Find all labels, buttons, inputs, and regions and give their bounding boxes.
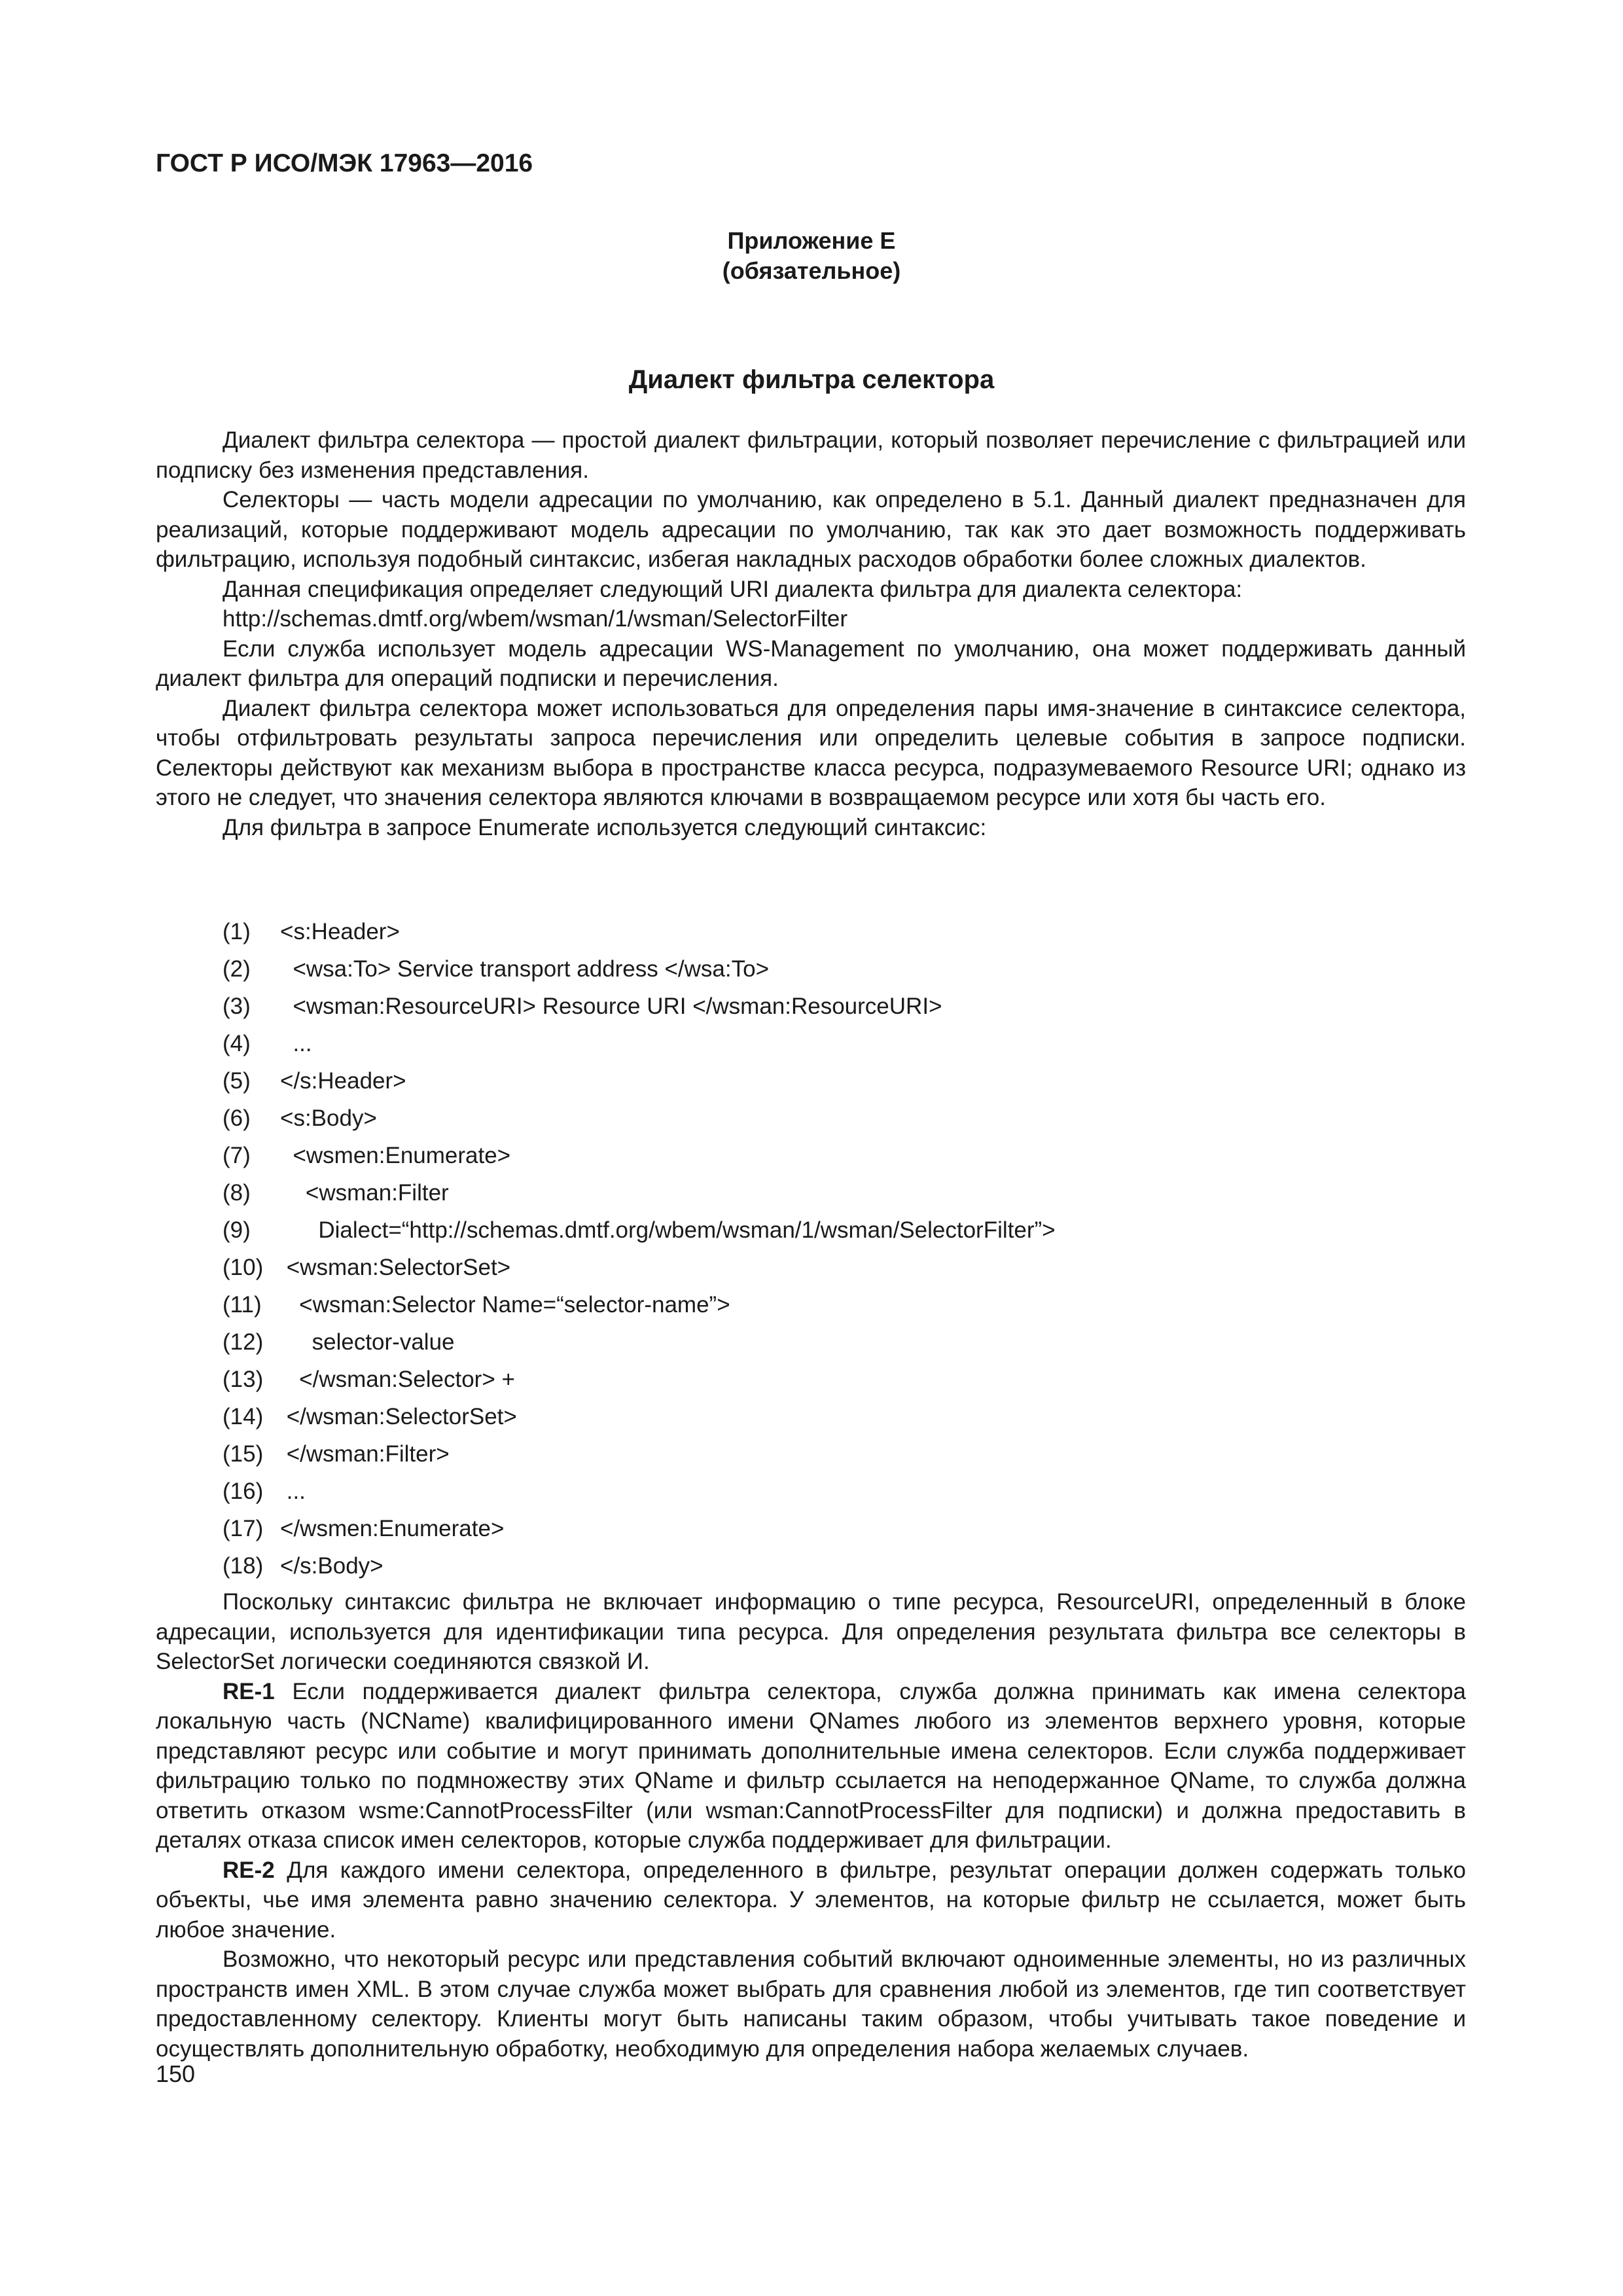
- code-text: </wsman:Selector> +: [280, 1367, 515, 1392]
- paragraph-syntax-intro: Для фильтра в запросе Enumerate используется следующий синтаксис:: [223, 814, 987, 840]
- requirements-text: [156, 1587, 1466, 2064]
- annex-title: Приложение Е: [727, 227, 896, 254]
- code-line: [223, 1547, 1056, 1585]
- code-text: ...: [280, 1031, 312, 1056]
- code-text: <s:Body>: [280, 1105, 377, 1131]
- code-line: [223, 1211, 1056, 1249]
- paragraph-uri-intro: Данная спецификация определяет следующий URI диалекта фильтра для диалекта селектора:: [223, 576, 1243, 602]
- code-text: </s:Body>: [280, 1553, 383, 1579]
- line-number: (4): [223, 1031, 251, 1056]
- code-line: [223, 1100, 1056, 1137]
- section-title: Диалект фильтра селектора: [628, 365, 995, 394]
- code-line: [223, 1062, 1056, 1100]
- paragraph-namespaces: Возможно, что некоторый ресурс или представления событий включают одноименные элементы, но из различных пространств имен XML. В этом случае служба может выбрать для сравнения любой из элементов, где тип соответствует предоставленному селектору. Клиенты могут быть написаны таким образом, чтобы учитывать такое поведение и осуществлять дополнительную обработку, необходимую для определения набора желаемых случаев.: [156, 1946, 1466, 2062]
- line-number: (6): [223, 1105, 251, 1131]
- requirement-re2: [156, 1856, 1466, 1945]
- code-line: [223, 1025, 1056, 1062]
- paragraph-ws-management: Если служба использует модель адресации WS-Management по умолчанию, она может поддерживать данный диалект фильтра для операций подписки и перечисления.: [156, 636, 1466, 691]
- page-number: 150: [156, 2060, 196, 2087]
- line-number: (13): [223, 1367, 264, 1392]
- code-line: [223, 1361, 1056, 1398]
- code-line: [223, 913, 1056, 950]
- line-number: (12): [223, 1329, 264, 1355]
- line-number: (8): [223, 1180, 251, 1206]
- paragraph-resource-type: Поскольку синтаксис фильтра не включает информацию о типе ресурса, ResourceURI, определенный в блоке адресации, используется для идентификации типа ресурса. Для определения результата фильтра все селекторы в SelectorSet логически соединяются связкой И.: [156, 1589, 1466, 1674]
- line-number: (18): [223, 1553, 264, 1579]
- requirement-label: RE-1: [223, 1678, 275, 1704]
- requirement-label: RE-2: [223, 1857, 275, 1883]
- code-line: [223, 1323, 1056, 1361]
- code-listing: [223, 913, 1056, 1585]
- code-text: ...: [280, 1479, 306, 1504]
- code-text: <wsman:ResourceURI> Resource URI </wsman:ResourceURI>: [280, 994, 942, 1019]
- code-text: </wsman:Filter>: [280, 1441, 450, 1467]
- line-number: (7): [223, 1143, 251, 1168]
- code-line: [223, 1286, 1056, 1323]
- intro-text: [156, 425, 1466, 842]
- paragraph-selectors: Селекторы — часть модели адресации по умолчанию, как определено в 5.1. Данный диалект предназначен для реализаций, которые поддерживают модель адресации по умолчанию, так как это дает возможность поддерживать фильтрацию, используя подобный синтаксис, избегая накладных расходов обработки более сложных диалектов.: [156, 487, 1466, 572]
- line-number: (3): [223, 994, 251, 1019]
- line-number: (9): [223, 1217, 251, 1243]
- paragraph-uri: http://schemas.dmtf.org/wbem/wsman/1/wsman/SelectorFilter: [223, 606, 848, 632]
- code-text: <wsman:SelectorSet>: [280, 1255, 511, 1280]
- requirement-re1: [156, 1677, 1466, 1856]
- code-text: selector-value: [280, 1329, 455, 1355]
- code-line: [223, 1510, 1056, 1547]
- annex-heading: [0, 226, 1623, 286]
- requirement-text: Для каждого имени селектора, определенного в фильтре, результат операции должен содержать только объекты, чье имя элемента равно значению селектора. У элементов, на которые фильтр не ссылается, может быть любое значение.: [156, 1857, 1466, 1943]
- code-line: [223, 1473, 1056, 1510]
- document-header: ГОСТ Р ИСО/МЭК 17963—2016: [156, 149, 533, 177]
- line-number: (10): [223, 1255, 264, 1280]
- paragraph-name-value: Диалект фильтра селектора может использоваться для определения пары имя-значение в синтаксисе селектора, чтобы отфильтровать результаты запроса перечисления или определить целевые события в запросе подписки. Селекторы действуют как механизм выбора в пространстве класса ресурса, подразумеваемого Resource URI; однако из этого не следует, что значения селектора являются ключами в возвращаемом ресурсе или хотя бы часть его.: [156, 695, 1466, 810]
- code-text: <wsman:Filter: [280, 1180, 449, 1206]
- code-line: [223, 950, 1056, 988]
- code-line: [223, 1137, 1056, 1174]
- code-line: [223, 1398, 1056, 1435]
- code-text: <wsman:Selector Name=“selector-name”>: [280, 1292, 730, 1318]
- code-text: Dialect=“http://schemas.dmtf.org/wbem/wsman/1/wsman/SelectorFilter”>: [280, 1217, 1056, 1243]
- code-line: [223, 988, 1056, 1025]
- code-text: <wsmen:Enumerate>: [280, 1143, 511, 1168]
- paragraph-definition: Диалект фильтра селектора — простой диалект фильтрации, который позволяет перечисление с фильтрацией или подписку без изменения представления.: [156, 427, 1466, 483]
- line-number: (14): [223, 1404, 264, 1429]
- code-line: [223, 1435, 1056, 1473]
- code-text: </s:Header>: [280, 1068, 406, 1094]
- code-text: </wsman:SelectorSet>: [280, 1404, 517, 1429]
- annex-status: (обязательное): [722, 257, 901, 284]
- line-number: (2): [223, 956, 251, 982]
- requirement-text: Если поддерживается диалект фильтра селектора, служба должна принимать как имена селектора локальную часть (NCName) квалифицированного имени QNames любого из элементов верхнего уровня, которые представляют ресурс или событие и могут принимать дополнительные имена селекторов. Если служба поддерживает фильтрацию только по подмножеству этих QName и фильтр ссылается на неподержанное QName, то служба должна ответить отказом wsme:CannotProcessFilter (или wsman:CannotProcessFilter для подписки) и должна предоставить в деталях отказа список имен селекторов, которые служба поддерживает для фильтрации.: [156, 1678, 1466, 1853]
- code-line: [223, 1249, 1056, 1286]
- code-line: [223, 1174, 1056, 1211]
- code-text: <s:Header>: [280, 919, 400, 944]
- line-number: (15): [223, 1441, 264, 1467]
- line-number: (16): [223, 1479, 264, 1504]
- line-number: (11): [223, 1292, 262, 1318]
- code-text: <wsa:To> Service transport address </wsa:To>: [280, 956, 770, 982]
- line-number: (17): [223, 1516, 264, 1541]
- line-number: (1): [223, 919, 251, 944]
- line-number: (5): [223, 1068, 251, 1094]
- code-text: </wsmen:Enumerate>: [280, 1516, 505, 1541]
